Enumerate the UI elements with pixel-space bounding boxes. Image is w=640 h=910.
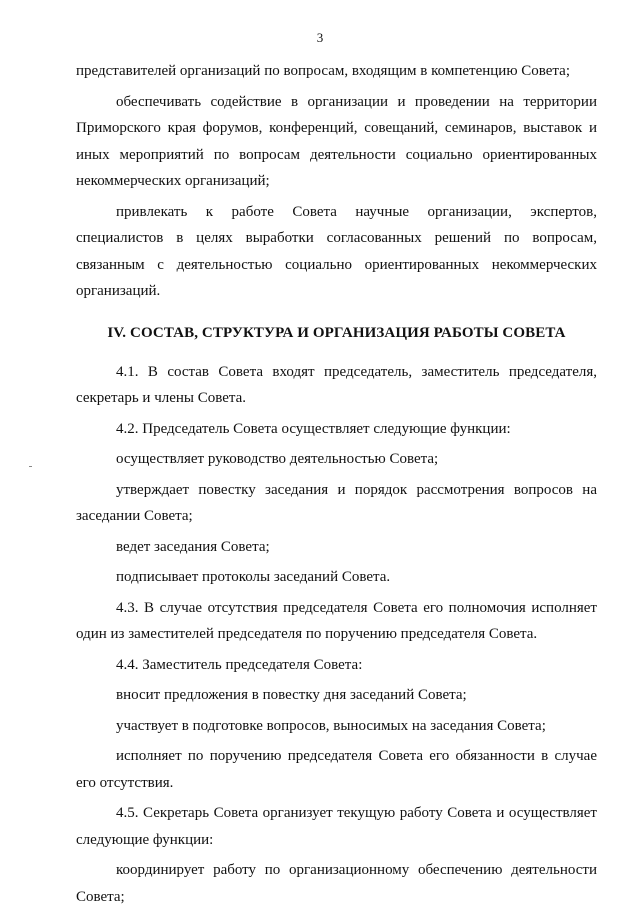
paragraph-secretary-function-1: координирует работу по организационному обеспечению деятельности Совета; xyxy=(76,862,597,905)
document-body xyxy=(76,58,597,910)
paragraph-continuation: представителей организаций по вопросам, входящим в компетенцию Совета; xyxy=(76,63,570,79)
paragraph-4-4: 4.4. Заместитель председателя Совета: xyxy=(116,656,363,673)
paragraph-4-1: 4.1. В состав Совета входят председатель, заместитель председателя, секретарь и члены Совета. xyxy=(76,363,597,406)
paragraph-deputy-function-1: вносит предложения в повестку дня заседаний Совета; xyxy=(116,687,467,703)
scan-artifact xyxy=(29,466,32,467)
paragraph-4-5: 4.5. Секретарь Совета организует текущую работу Совета и осуществляет следующие функции: xyxy=(76,805,597,848)
page-number: 3 xyxy=(316,30,324,45)
paragraph-chair-function-1: осуществляет руководство деятельностью Совета; xyxy=(116,451,439,467)
paragraph-chair-function-4: подписывает протоколы заседаний Совета. xyxy=(116,569,391,585)
paragraph-deputy-function-3: исполняет по поручению председателя Совета его обязанности в случае его отсутствия. xyxy=(76,748,597,791)
paragraph-4-2: 4.2. Председатель Совета осуществляет следующие функции: xyxy=(116,420,511,437)
paragraph-experts: привлекать к работе Совета научные организации, экспертов, специалистов в целях выработки согласованных решений по вопросам, связанным с деятельностью социально ориентированных некоммерческих организаций. xyxy=(76,203,597,299)
paragraph-4-3: 4.3. В случае отсутствия председателя Совета его полномочия исполняет один из заместителей председателя по поручению председателя Совета. xyxy=(76,599,597,642)
paragraph-chair-function-3: ведет заседания Совета; xyxy=(116,538,270,555)
paragraph-deputy-function-2: участвует в подготовке вопросов, выносимых на заседания Совета; xyxy=(116,717,546,734)
paragraph-forums: обеспечивать содействие в организации и проведении на территории Приморского края форумов, конференций, совещаний, семинаров, выставок и иных мероприятий по вопросам деятельности социально ориентированных некоммерческих организаций; xyxy=(76,93,597,189)
paragraph-chair-function-2: утверждает повестку заседания и порядок рассмотрения вопросов на заседании Совета; xyxy=(76,481,597,524)
section-heading: IV. СОСТАВ, СТРУКТУРА И ОРГАНИЗАЦИЯ РАБОТЫ СОВЕТА xyxy=(107,324,566,341)
